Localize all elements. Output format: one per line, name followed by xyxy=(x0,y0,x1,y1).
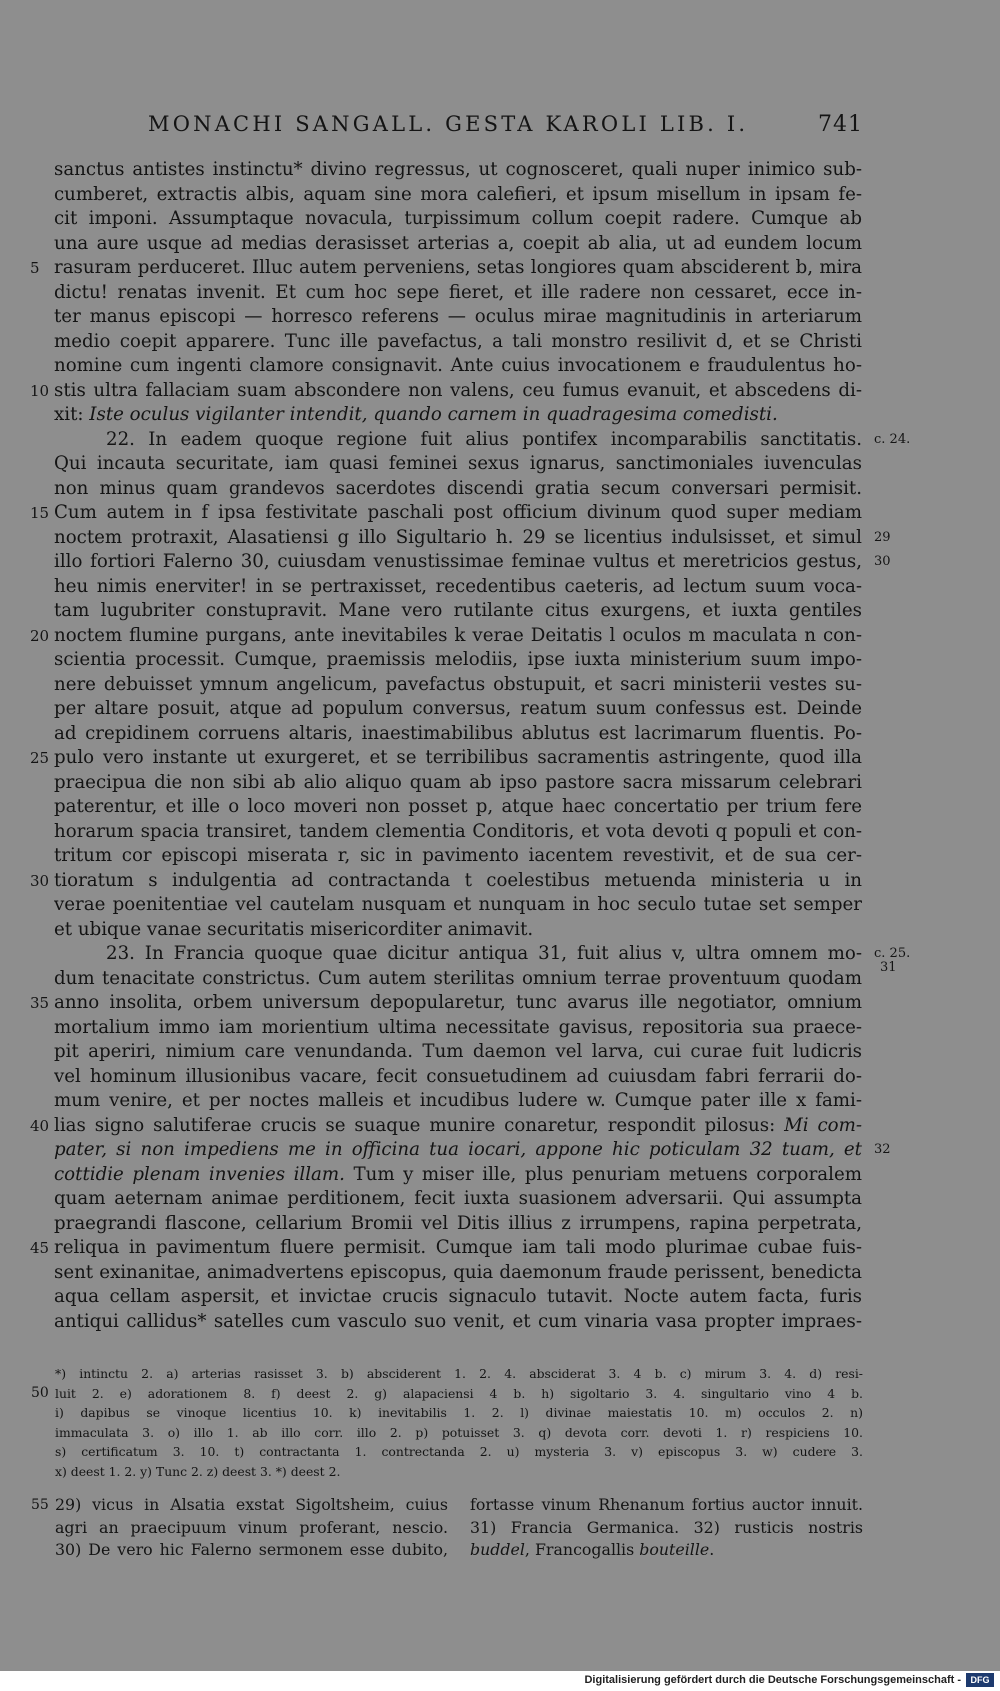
dfg-logo: DFG xyxy=(966,1673,994,1687)
commentary-line xyxy=(55,1517,448,1540)
text-run: cumberet, extractis albis, aquam sine mora calefieri, et ipsum misellum in ipsam fe- xyxy=(54,183,862,205)
text-run: tritum cor episcopi miserata r, sic in pavimento iacentem revestivit, et de sua cer- xyxy=(54,845,862,866)
text-line xyxy=(30,379,862,404)
text-line xyxy=(54,477,862,502)
line-number: 40 xyxy=(30,1116,50,1135)
line-text xyxy=(54,354,862,379)
text-run: 23. In Francia quoque quae dicitur antiqua 31, fuit alius v, ultra omnem mo- xyxy=(106,943,862,964)
text-line xyxy=(54,844,862,869)
text-run: horarum spacia transiret, tandem clementia Conditoris, et vota devoti q populi et con- xyxy=(54,820,862,842)
text-run: dictu! renatas invenit. Et cum hoc sepe fieret, et ille radere non cessaret, ecce in- xyxy=(54,281,862,303)
text-line xyxy=(30,501,862,526)
line-text xyxy=(54,526,862,551)
line-text xyxy=(54,697,862,722)
line-text xyxy=(54,820,862,845)
line-text xyxy=(54,1089,862,1114)
line-text xyxy=(55,1442,863,1462)
italic-text: cottidie plenam invenies illam. xyxy=(54,1163,345,1185)
text-run: Cum autem in f ipsa festivitate paschali post officium divinum quod super mediam xyxy=(54,502,862,523)
line-text xyxy=(54,379,862,404)
text-line xyxy=(54,893,862,918)
line-text xyxy=(54,942,862,967)
main-text xyxy=(30,158,911,1334)
digitization-footer xyxy=(0,1671,1000,1691)
line-text xyxy=(54,550,862,575)
line-text xyxy=(54,428,862,453)
line-number: 15 xyxy=(30,504,50,522)
text-run: illo fortiori Falerno 30, cuiusdam venustissimae feminae vultus et meretricios gestus, xyxy=(54,551,862,572)
text-line xyxy=(54,697,862,722)
italic-text: buddel xyxy=(470,1540,525,1560)
text-line xyxy=(30,746,862,771)
text-run: , Francogallis xyxy=(524,1540,640,1560)
line-number: 5 xyxy=(30,259,40,277)
text-line xyxy=(54,207,862,232)
text-run: mortalium immo iam morientium ultima necessitate gavisus, repositoria sua praece- xyxy=(54,1016,862,1038)
text-line xyxy=(54,771,862,796)
text-line xyxy=(30,869,862,894)
text-line xyxy=(54,550,891,575)
text-run: dum tenacitate constrictus. Cum autem sterilitas omnium terrae proventuum quodam xyxy=(54,967,862,989)
text-line xyxy=(54,1138,891,1163)
margin-note: 32 xyxy=(874,1142,891,1157)
line-text xyxy=(54,1212,862,1237)
line-text xyxy=(54,1065,862,1090)
line-text xyxy=(54,599,862,624)
line-text xyxy=(54,722,862,747)
text-line xyxy=(30,1236,862,1261)
line-number: 35 xyxy=(30,994,50,1012)
line-text xyxy=(54,1261,862,1286)
text-run: stis ultra fallaciam suam abscondere non valens, ceu fumus evanuit, et abscedens di- xyxy=(54,379,862,401)
line-text xyxy=(54,1138,862,1163)
footnote-line xyxy=(55,1462,863,1482)
text-run: praecipua die non sibi ab alio aliquo quam ab ipso pastore sacra missarum celebrari xyxy=(54,771,862,793)
text-run: non minus quam grandevos sacerdotes discendi gratia secum conversari permisit. xyxy=(54,477,862,499)
line-text xyxy=(54,648,862,673)
line-text xyxy=(54,1016,862,1041)
text-line xyxy=(54,281,862,306)
line-text xyxy=(55,1462,863,1482)
commentary-right-column xyxy=(470,1494,863,1562)
text-line xyxy=(54,1261,862,1286)
line-number: 20 xyxy=(30,626,50,645)
text-run: rasuram perduceret. Illuc autem perveniens, setas longiores quam absciderent b, mira xyxy=(54,257,862,278)
text-run: fortasse vinum Rhenanum fortius auctor innuit. xyxy=(470,1495,863,1514)
line-text xyxy=(54,158,862,183)
footnote-line xyxy=(55,1423,863,1443)
footnote-line xyxy=(55,1403,863,1423)
line-text xyxy=(54,281,862,306)
text-line xyxy=(54,1187,862,1212)
text-line xyxy=(54,820,862,845)
text-run: anno insolita, orbem universum depopularetur, tunc avarus ille negotiator, omnium xyxy=(54,992,862,1013)
line-text xyxy=(55,1539,448,1562)
text-line xyxy=(54,1163,862,1188)
line-text xyxy=(470,1494,863,1517)
text-run: s) certificatum 3. 10. t) contractanta 1. contrectanda 2. u) mysteria 3. v) episcopus 3. w) cudere 3. xyxy=(55,1444,863,1460)
italic-text: bouteille xyxy=(639,1540,710,1560)
text-run: medio coepit apparere. Tunc ille pavefactus, a tali monstro resilivit d, et se Christi xyxy=(54,330,862,352)
text-run: scientia processit. Cumque, praemissis melodiis, ipse iuxta ministerium suum impo- xyxy=(54,649,862,670)
commentary-line xyxy=(470,1539,863,1562)
funding-credit: Digitalisierung gefördert durch die Deutsche Forschungsgemeinschaft - xyxy=(584,1674,961,1686)
text-line xyxy=(30,256,862,281)
text-line xyxy=(54,722,862,747)
line-text xyxy=(54,207,862,232)
text-line xyxy=(30,624,862,649)
text-line xyxy=(54,1040,862,1065)
text-run: ad crepidinem corruens altaris, inaestimabilibus ablutus est lacrimarum fluentis. Po- xyxy=(54,722,862,744)
text-run: noctem flumine purgans, ante inevitabiles k verae Deitatis l oculos m maculata n con- xyxy=(54,624,862,646)
line-text xyxy=(54,918,862,943)
commentary-line xyxy=(470,1494,863,1517)
text-run: mum venire, et per noctes malleis et incudibus ludere w. Cumque pater ille x fami- xyxy=(54,1090,862,1111)
critical-apparatus xyxy=(31,1364,863,1482)
text-line xyxy=(54,1016,862,1041)
line-text xyxy=(54,1114,862,1139)
text-run: x) deest 1. 2. y) Tunc 2. z) deest 3. *) deest 2. xyxy=(55,1463,341,1479)
running-title: MONACHI SANGALL. GESTA KAROLI LIB. I. xyxy=(148,112,749,136)
text-run: aqua cellam aspersit, et invictae crucis signaculo tutavit. Nocte autem facta, furis xyxy=(54,1286,862,1307)
text-run: cit imponi. Assumptaque novacula, turpissimum collum coepit radere. Cumque ab xyxy=(54,208,862,229)
text-line xyxy=(54,403,862,428)
italic-text: Mi com- xyxy=(784,1114,862,1136)
italic-text: Iste oculus vigilanter intendit, quando carnem in quadragesima comedisti. xyxy=(89,404,778,425)
commentary-line xyxy=(31,1494,448,1517)
text-line xyxy=(54,575,862,600)
running-header xyxy=(148,112,863,137)
text-run: reliqua in pavimentum fluere permisit. Cumque iam tali modo plurimae cubae fuis- xyxy=(54,1237,862,1258)
text-line xyxy=(54,330,862,355)
line-text xyxy=(54,403,862,428)
text-run: antiqui callidus* satelles cum vasculo suo venit, et cum vinaria vasa propter impraes- xyxy=(54,1310,862,1332)
line-text xyxy=(55,1423,863,1443)
line-text xyxy=(54,673,862,698)
commentary-left-column xyxy=(31,1494,448,1562)
text-line xyxy=(54,1212,862,1237)
text-run: Qui incauta securitate, iam quasi feminei sexus ignarus, sanctimoniales iuvenculas xyxy=(54,453,862,474)
footnote-line xyxy=(55,1442,863,1462)
text-run: noctem protraxit, Alasatiensi g illo Sigultario h. 29 se licentius indulsisset, et simul xyxy=(54,526,862,548)
line-number: 25 xyxy=(30,749,50,767)
line-text xyxy=(54,256,862,281)
text-run: 29) vicus in Alsatia exstat Sigoltsheim, cuius xyxy=(55,1495,448,1514)
margin-note: 29 xyxy=(874,529,891,545)
line-text xyxy=(54,844,862,869)
text-line xyxy=(54,183,862,208)
margin-note: 30 xyxy=(874,554,891,569)
line-text xyxy=(55,1517,448,1540)
page-number: 741 xyxy=(818,112,863,137)
text-line xyxy=(30,991,862,1016)
footnote-line xyxy=(55,1364,863,1384)
line-text xyxy=(54,967,862,992)
text-line xyxy=(54,599,862,624)
text-run: sanctus antistes instinctu* divino regressus, ut cognosceret, quali nuper inimico sub- xyxy=(54,159,862,180)
text-line xyxy=(54,1310,862,1335)
text-line xyxy=(54,158,862,183)
text-line xyxy=(54,232,862,257)
text-run: quam aeternam animae perditionem, fecit iuxta suasionem adversarii. Qui assumpta xyxy=(54,1188,862,1209)
commentary-line xyxy=(470,1517,863,1540)
text-run: 30) De vero hic Falerno sermonem esse dubito, xyxy=(55,1540,448,1560)
text-run: . xyxy=(709,1540,715,1560)
text-line xyxy=(54,452,862,477)
line-text xyxy=(54,1163,862,1188)
line-text xyxy=(54,183,862,208)
line-text xyxy=(54,795,862,820)
line-text xyxy=(54,232,862,257)
line-text xyxy=(55,1494,448,1517)
line-text xyxy=(54,1040,862,1065)
text-run: praegrandi flascone, cellarium Bromii vel Ditis illius z irrumpens, rapina perpetrata, xyxy=(54,1212,862,1234)
text-line xyxy=(54,967,862,992)
margin-note: c. 24. xyxy=(874,431,911,447)
line-text xyxy=(54,771,862,796)
line-number: 55 xyxy=(31,1497,49,1513)
line-text xyxy=(54,624,862,649)
text-line xyxy=(54,648,862,673)
text-line xyxy=(54,305,862,330)
line-text xyxy=(54,501,862,526)
text-run: 31) Francia Germanica. 32) rusticis nostris xyxy=(470,1517,863,1537)
line-text xyxy=(55,1384,863,1404)
line-text xyxy=(54,1285,862,1310)
text-run: sent exinanitae, animadvertens episcopus, quia daemonum fraude perissent, benedicta xyxy=(54,1261,862,1283)
line-text xyxy=(54,1236,862,1261)
line-text xyxy=(54,330,862,355)
text-line xyxy=(54,918,862,943)
line-text xyxy=(54,869,862,894)
line-text xyxy=(54,452,862,477)
text-run: agri an praecipuum vinum proferant, nescio. xyxy=(55,1517,448,1537)
line-text xyxy=(55,1403,863,1423)
text-run: et ubique vanae securitatis misericorditer animavit. xyxy=(54,918,534,940)
text-run: *) intinctu 2. a) arterias rasisset 3. b) absciderent 1. 2. 4. absciderat 3. 4 b. c) mirum 3. 4. d) resi- xyxy=(55,1366,863,1381)
text-line xyxy=(54,428,911,453)
text-run: tioratum s indulgentia ad contractanda t coelestibus metuenda ministeria u in xyxy=(54,869,862,891)
text-run: i) dapibus se vinoque licentius 10. k) inevitabilis 1. 2. l) divinae maiestatis 10. m) occulos 2. n) xyxy=(55,1405,863,1421)
text-line xyxy=(54,1065,862,1090)
text-run: pit aperiri, nimium care venundanda. Tum daemon vel larva, cui curae fuit ludicris xyxy=(54,1041,862,1062)
margin-note: 31 xyxy=(880,960,897,975)
line-text xyxy=(54,746,862,771)
text-run: nere debuisset ymnum angelicum, pavefactus obstupuit, et sacri ministerii vestes su- xyxy=(54,673,862,695)
line-text xyxy=(54,575,862,600)
text-line xyxy=(54,354,862,379)
text-line xyxy=(54,942,911,975)
line-number: 10 xyxy=(30,381,50,400)
line-number: 50 xyxy=(31,1384,49,1401)
line-text xyxy=(470,1517,863,1540)
line-text xyxy=(54,477,862,502)
text-run: tam lugubriter constupravit. Mane vero rutilante citus exurgens, et iuxta gentiles xyxy=(54,600,862,621)
text-line xyxy=(54,673,862,698)
line-number: 45 xyxy=(30,1239,50,1257)
text-run: paterentur, et ille o loco moveri non posset p, atque haec concertatio per trium fere xyxy=(54,796,862,817)
text-run: heu nimis enerviter! in se pertraxisset, recedentibus caeteris, ad lectum suum voca- xyxy=(54,575,862,597)
commentary-line xyxy=(55,1539,448,1562)
text-run: 22. In eadem quoque regione fuit alius pontifex incomparabilis sanctitatis. xyxy=(106,428,862,450)
line-text xyxy=(54,1187,862,1212)
text-run: xit: xyxy=(54,404,90,425)
text-run: lias signo salutiferae crucis se suaque munire conaretur, respondit pilosus: xyxy=(54,1114,785,1136)
text-line xyxy=(30,1114,862,1139)
line-number: 30 xyxy=(30,871,50,890)
text-line xyxy=(54,526,891,551)
line-text xyxy=(54,893,862,918)
line-text xyxy=(54,305,862,330)
text-run: Tum y miser ille, plus penuriam metuens corporalem xyxy=(344,1163,862,1185)
text-run: immaculata 3. o) illo 1. ab illo corr. illo 2. p) potuisset 3. q) devota corr. devoti 1. r) respiciens 10. xyxy=(55,1424,863,1440)
text-run: nomine cum ingenti clamore consignavit. Ante cuius invocationem e fraudulentus ho- xyxy=(54,355,862,376)
line-text xyxy=(55,1364,863,1384)
italic-text: pater, si non impediens me in officina tua iocari, appone hic poticulam 32 tuam, et xyxy=(54,1139,862,1160)
text-run: per altare posuit, atque ad populum conversus, reatum suum confessus est. Deinde xyxy=(54,698,862,719)
line-text xyxy=(470,1539,863,1562)
text-run: verae poenitentiae vel cautelam nusquam et nunquam in hoc seculo tutae set semper xyxy=(54,894,862,915)
margin-note: c. 25. xyxy=(874,946,911,961)
text-run: pulo vero instante ut exurgeret, et se terribilibus sacramentis astringente, quod illa xyxy=(54,747,862,768)
footnote-line xyxy=(31,1384,863,1404)
line-text xyxy=(54,991,862,1016)
text-run: vel hominum illusionibus vacare, fecit consuetudinem ad cuiusdam fabri ferrarii do- xyxy=(54,1065,862,1087)
text-line xyxy=(54,1089,862,1114)
line-text xyxy=(54,1310,862,1335)
text-run: luit 2. e) adorationem 8. f) deest 2. g) alapaciensi 4 b. h) sigoltario 3. 4. singultario vino 4 b. xyxy=(55,1385,863,1401)
text-run: ter manus episcopi — horresco referens — oculus mirae magnitudinis in arteriarum xyxy=(54,306,862,327)
text-line xyxy=(54,1285,862,1310)
text-line xyxy=(54,795,862,820)
text-run: una aure usque ad medias derasisset arterias a, coepit ab alia, ut ad eundem locum xyxy=(54,232,862,254)
